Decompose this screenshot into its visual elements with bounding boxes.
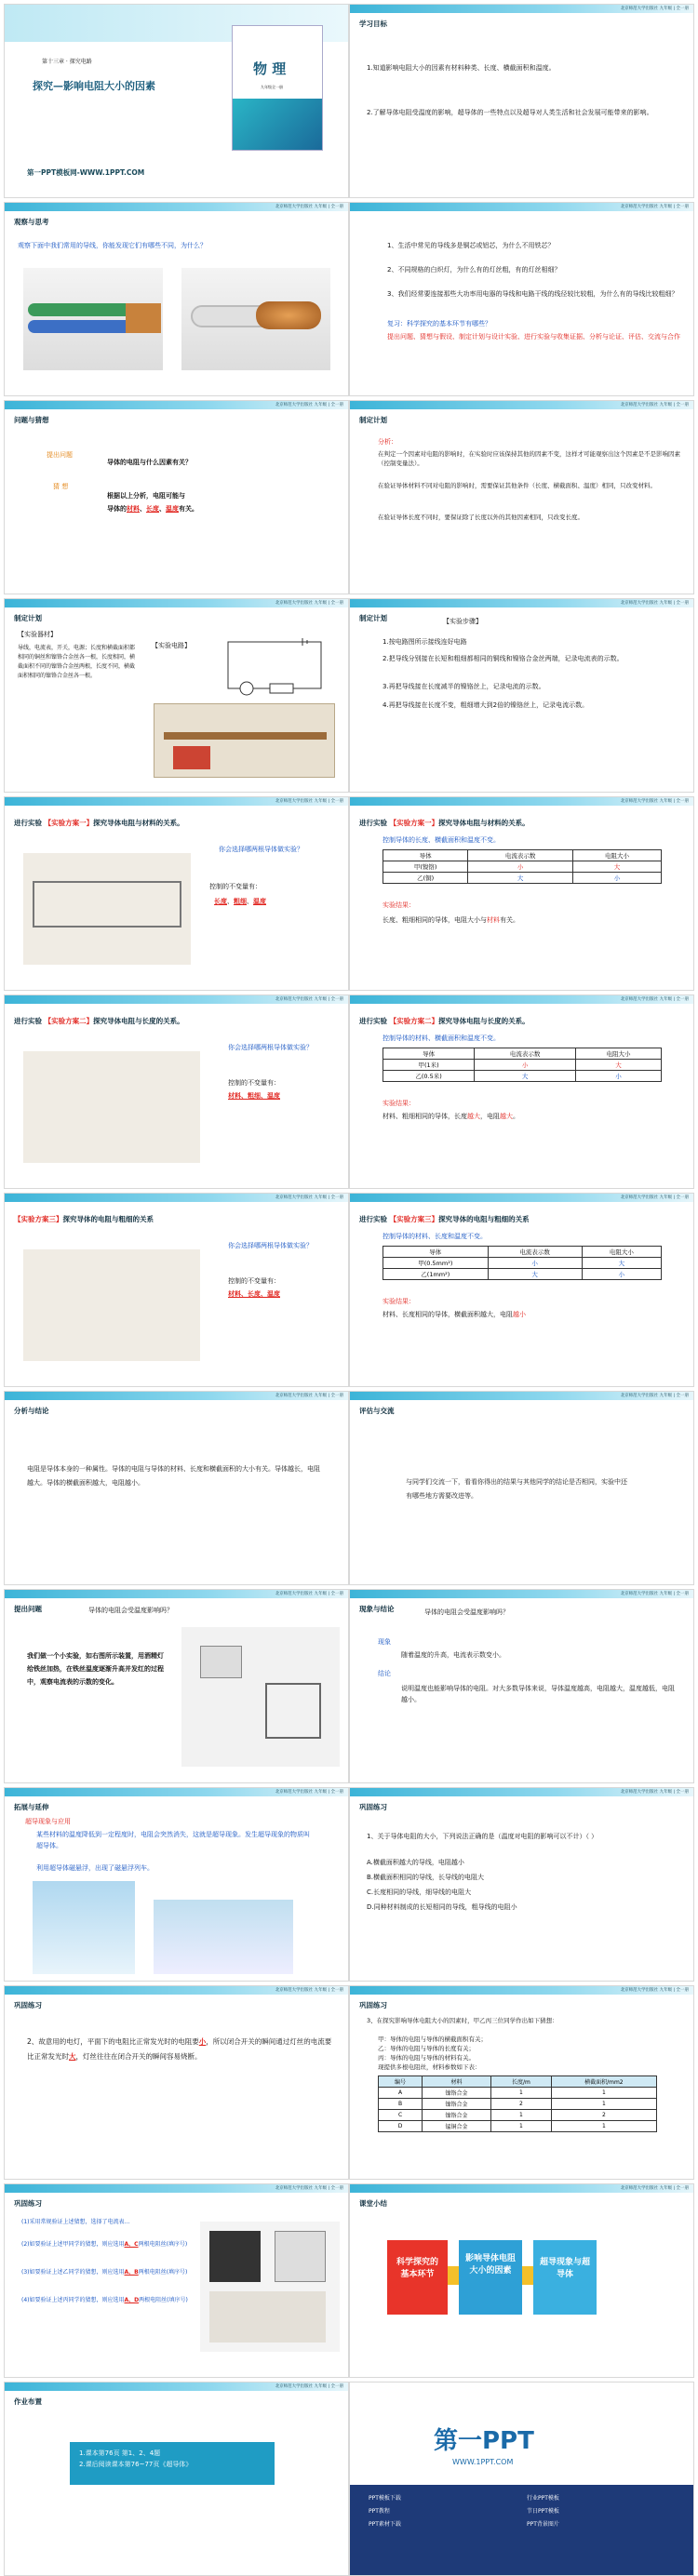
arrow-icon: [448, 2266, 459, 2285]
analysis-2: 在验证导体材料不同对电阻的影响时，需要保证其他条件（长度、横截面积、温度）相同，只改变材料。: [378, 482, 656, 489]
result-text: 长度、粗细相同的导体，电阻大小与材料有关。: [383, 916, 519, 924]
link-1[interactable]: PPT模板下载: [369, 2495, 401, 2502]
header-text: 北京师范大学出版社 九年级 | 全一册: [620, 1394, 689, 1398]
slide-cover: [4, 4, 349, 198]
header-text: 北京师范大学出版社 九年级 | 全一册: [620, 1195, 689, 1200]
slide-questions: [349, 202, 694, 396]
link-3[interactable]: PPT素材下载: [369, 2521, 401, 2528]
header-text: 北京师范大学出版社 九年级 | 全一册: [620, 1592, 689, 1596]
slide-title: 进行实验 【实验方案一】探究导体电阻与材料的关系。: [14, 819, 184, 827]
question-2: 2、不同规格的白炽灯，为什么有的灯丝粗，有的灯丝相细？: [387, 266, 561, 274]
maglev-text: 利用超导体磁悬浮，出现了磁悬浮列车。: [36, 1864, 154, 1872]
control-label: 控制的不变量有：: [209, 883, 262, 890]
slide-homework: [4, 2382, 349, 2576]
select-question: 你会选择哪两根导体做实验？: [228, 1242, 313, 1249]
heating-apparatus: [181, 1627, 340, 1767]
control-text: 控制导体的材料、长度和温度不变。: [383, 1233, 487, 1240]
slide-title: 分析与结论: [14, 1407, 49, 1415]
question-1: 1、生活中常见的导线多是铜芯或铝芯，为什么不用铁芯？: [387, 242, 555, 249]
equipment-label: 【实验器材】: [18, 631, 57, 638]
phenomenon-label: 现象: [378, 1638, 391, 1646]
objective-2: 2.了解导体电阻受温度的影响，超导体的一些特点以及超导对人类生活和社会发展可能带来的影响。: [367, 109, 653, 116]
header-text: 北京师范大学出版社 九年级 | 全一册: [275, 1592, 343, 1596]
homework-box: [70, 2442, 275, 2485]
slide-conclusion: [4, 1391, 349, 1585]
header-text: 北京师范大学出版社 九年级 | 全一册: [275, 2186, 343, 2191]
select-question: 你会选择哪两根导体做实验？: [219, 846, 303, 853]
header-text: 北京师范大学出版社 九年级 | 全一册: [620, 997, 689, 1002]
experiment-photo: [23, 1051, 200, 1163]
homework-1: 1.课本第76页 第1、2、4题: [79, 2449, 161, 2457]
circuit-diagram: [219, 633, 330, 698]
control-vars: 材料、长度、温度: [228, 1290, 280, 1298]
result-text: 材料、长度相同的导体，横截面积越大，电阻越小: [383, 1311, 526, 1318]
control-label: 控制的不变量有：: [228, 1079, 280, 1087]
circuit-photos: [200, 2222, 340, 2352]
header-text: 北京师范大学出版社 九年级 | 全一册: [275, 799, 343, 804]
slide-scheme2: [4, 994, 349, 1189]
maglev-photo: [154, 1900, 293, 1974]
result-table: 导体 电流表示数 电阻大小 甲(镍铬) 小 大 乙(铜) 大 小: [383, 849, 662, 884]
book-subtitle: 九年级全一册: [261, 85, 283, 89]
slide-temperature-question: [4, 1589, 349, 1783]
material-table: 编号 材料 长度/m 横截面积/mm2 A 镍铬合金 1 1 B 镍铬合金 2 1 C 镍铬合金 1 2 D 锰铜合金 1 1: [378, 2075, 657, 2132]
slide-exercise-2: [4, 1985, 349, 2180]
temp-question: 导体的电阻会受温度影响吗？: [424, 1608, 509, 1616]
conclusion-line-2: 导体的材料、长度、温度有关。: [107, 505, 198, 513]
brand-url: WWW.1PPT.COM: [452, 2458, 514, 2466]
option-b: B.横截面积相同的导线，长导线的电阻大: [367, 1874, 485, 1881]
brand-logo: 第一PPT: [434, 2427, 534, 2455]
steps-label: 【实验步骤】: [443, 618, 482, 625]
select-question: 你会选择哪两根导体做实验？: [228, 1044, 313, 1051]
control-label: 控制的不变量有：: [228, 1277, 280, 1285]
conclusion-label: 结论: [378, 1670, 391, 1677]
exercise-text: 2、故意用的电灯，平面下的电阻比正常发光时的电阻要小，所以闭合开关的瞬间通过灯丝的电流要比正常发光时大，灯丝往往在闭合开关的瞬间容易烧断。: [27, 2037, 332, 2061]
review-question: 复习：科学探究的基本环节有哪些？: [387, 320, 491, 327]
header-text: 北京师范大学出版社 九年级 | 全一册: [275, 1195, 343, 1200]
temp-question: 导体的电阻会受温度影响吗？: [88, 1607, 173, 1614]
slide-evaluation: [349, 1391, 694, 1585]
option-c: C.长度相同的导线，细导线的电阻大: [367, 1889, 472, 1896]
slide-title: 巩固练习: [359, 1803, 387, 1811]
answer-temperature: 温度: [166, 505, 179, 513]
answer-material: 材料: [127, 505, 140, 513]
header-text: 北京师范大学出版社 九年级 | 全一册: [275, 601, 343, 606]
slide-title: 课堂小结: [359, 2199, 387, 2208]
slide-exercise-4: [4, 2183, 349, 2378]
option-a: A.横截面积越大的导线，电阻越小: [367, 1859, 464, 1866]
link-4[interactable]: 行业PPT模板: [527, 2495, 559, 2502]
slide-objectives: [349, 4, 694, 198]
label-question: 提出问题: [47, 451, 73, 459]
cover-footer: 第一PPT模板网-WWW.1PPT.COM: [27, 168, 145, 177]
apparatus-photo: [154, 703, 335, 778]
link-5[interactable]: 节日PPT模板: [527, 2508, 559, 2515]
slide-exercise-3: [349, 1985, 694, 2180]
wire-photo-1: [23, 268, 163, 370]
slide-scheme1-result: [349, 796, 694, 991]
guess-4: 现提供多根电阻丝，材料参数如下表：: [378, 2063, 481, 2071]
slide-title: 制定计划: [359, 614, 387, 622]
slide-scheme3-result: [349, 1193, 694, 1387]
conclusion-text: 说明温度也能影响导体的电阻。对大多数导体来说，导体温度越高，电阻越大，温度越低，电阻越小。: [401, 1685, 675, 1703]
answer-length: 长度: [146, 505, 159, 513]
header-text: 北京师范大学出版社 九年级 | 全一册: [275, 205, 343, 209]
result-label: 实验结果：: [383, 1100, 415, 1107]
slide-title: 进行实验 【实验方案二】探究导体电阻与长度的关系。: [359, 1017, 530, 1025]
slide-title: 巩固练习: [14, 2199, 42, 2208]
objective-1: 1.知道影响电阻大小的因素有材料种类、长度、横截面积和温度。: [367, 64, 556, 72]
slide-brand: [349, 2382, 694, 2576]
slide-title: 【实验方案三】探究导体的电阻与粗细的关系: [14, 1215, 154, 1223]
header-text: 北京师范大学出版社 九年级 | 全一册: [620, 1988, 689, 1993]
control-vars: 长度、粗细、温度: [214, 898, 266, 905]
book-title: 物 理: [253, 60, 287, 77]
step-2: 2.把导线分别接在长短和粗细都相同的铜线和镍铬合金丝两端，记录电流表的示数。: [383, 655, 624, 662]
hypothesis-question: 导体的电阻与什么因素有关？: [107, 459, 192, 466]
question-3: 3、我们经常要连接那些大功率用电器的导线和电路干线的线径较比较粗，为什么有的导线比较粗细？: [387, 290, 678, 298]
analysis-label: 分析：: [378, 438, 397, 446]
conclusion-line-1: 根据以上分析，电阻可能与: [107, 492, 185, 500]
result-table: 导体 电流表示数 电阻大小 甲(1米) 小 大 乙(0.5米) 大 小: [383, 1048, 662, 1082]
wire-photo-2: [181, 268, 330, 370]
header-text: 北京师范大学出版社 九年级 | 全一册: [275, 2384, 343, 2389]
header-text: 北京师范大学出版社 九年级 | 全一册: [620, 1790, 689, 1795]
result-label: 实验结果：: [383, 1298, 415, 1305]
summary-node-2: 影响导体电阻大小的因素: [459, 2240, 522, 2315]
slide-title: 拓展与延伸: [14, 1803, 49, 1811]
slide-title: 评估与交流: [359, 1407, 395, 1415]
book-cover: [232, 25, 323, 151]
slide-observe: [4, 202, 349, 396]
control-text: 控制导体的长度、横截面积和温度不变。: [383, 836, 500, 844]
exercise-question: 3、在探究影响导体电阻大小的因素时，甲乙丙三位同学作出如下猜想：: [367, 2017, 558, 2024]
header-text: 北京师范大学出版社 九年级 | 全一册: [620, 2186, 689, 2191]
step-3: 3.再把导线接在长度减半的镍铬丝上，记录电流的示数。: [383, 683, 545, 690]
summary-node-3: 超导现象与超导体: [533, 2240, 597, 2315]
header-text: 北京师范大学出版社 九年级 | 全一册: [275, 1790, 343, 1795]
link-2[interactable]: PPT教程: [369, 2508, 390, 2515]
header-text: 北京师范大学出版社 九年级 | 全一册: [620, 601, 689, 606]
header-text: 北京师范大学出版社 九年级 | 全一册: [620, 403, 689, 407]
option-d: D.同种材料制成的长短相同的导线，粗导线的电阻小: [367, 1903, 517, 1911]
result-label: 实验结果：: [383, 901, 415, 909]
slide-hypothesis: [4, 400, 349, 594]
slide-scheme3: [4, 1193, 349, 1387]
slide-plan-steps: [349, 598, 694, 793]
slide-title: 观察与思考: [14, 218, 49, 226]
item-2: (2)如要验证上述甲同学的猜想，则应选用A、C两根电阻丝(填序号): [21, 2241, 188, 2248]
circuit-icon: [219, 633, 330, 698]
slide-title: 制定计划: [359, 416, 387, 424]
brand-footer: [350, 2485, 693, 2576]
question: 观察下面中我们常用的导线，你能发现它们有哪些不同，为什么？: [18, 242, 207, 249]
item-3: (3)如要验证上述乙同学的猜想，则应选用A、B两根电阻丝(填序号): [21, 2269, 188, 2276]
summary-node-1: 科学探究的基本环节: [387, 2240, 448, 2315]
chapter: 第十三章 · 探究电路: [42, 59, 92, 65]
header-text: 北京师范大学出版社 九年级 | 全一册: [620, 799, 689, 804]
link-6[interactable]: PPT背景图片: [527, 2521, 559, 2528]
header-text: 北京师范大学出版社 九年级 | 全一册: [275, 1988, 343, 1993]
slide-summary: [349, 2183, 694, 2378]
experiment-text: 我们做一个小实验，如右图所示装置，用酒精灯给铁丝加热，在铁丝温度逐渐升高并发红的过程中，观察电流表的示数的变化。: [27, 1652, 164, 1686]
slide-exercise-1: [349, 1787, 694, 1982]
control-text: 控制导体的材料、横截面积和温度不变。: [383, 1034, 500, 1042]
header-text: 北京师范大学出版社 九年级 | 全一册: [620, 205, 689, 209]
arrow-icon: [522, 2266, 533, 2285]
slide-title: 现象与结论: [359, 1605, 395, 1613]
superconductor-text: 某些材料的温度降低到一定程度时，电阻会突然消失，这就是超导现象。发生超导现象的物质叫超导体。: [36, 1831, 310, 1849]
slide-title: 制定计划: [14, 614, 42, 622]
superconductor-heading: 超导现象与应用: [25, 1818, 71, 1825]
slide-plan-analysis: [349, 400, 694, 594]
magnet-photo: [33, 1881, 135, 1974]
experiment-photo: [23, 1249, 200, 1361]
step-1: 1.按电路图所示接线连好电路: [383, 638, 467, 646]
header-text: 北京师范大学出版社 九年级 | 全一册: [275, 1394, 343, 1398]
slide-scheme1: [4, 796, 349, 991]
slide-title: 提出问题: [14, 1605, 42, 1613]
slide-plan-equipment: [4, 598, 349, 793]
exercise-question: 1、关于导体电阻的大小，下列说法正确的是（温度对电阻的影响可以不计）（ ）: [367, 1833, 598, 1840]
header-text: 北京师范大学出版社 九年级 | 全一册: [275, 403, 343, 407]
slide-title: 巩固练习: [359, 2001, 387, 2009]
item-1: (1)采用常规验证上述猜想，选择了电流表...: [21, 2219, 130, 2225]
slide-title: 进行实验 【实验方案二】探究导体电阻与长度的关系。: [14, 1017, 184, 1025]
guess-1: 甲：导体的电阻与导体的横截面积有关；: [378, 2035, 487, 2043]
guess-3: 丙：导体的电阻与导体的材料有关。: [378, 2054, 475, 2062]
slide-title: 进行实验 【实验方案一】探究导体电阻与材料的关系。: [359, 819, 530, 827]
cover-title: 探究—影响电阻大小的因素: [33, 80, 155, 92]
conclusion-text: 电阻是导体本身的一种属性。导体的电阻与导体的材料、长度和横截面积的大小有关。导体越长，电阻越大。导体的横截面积越大，电阻越小。: [27, 1465, 320, 1487]
slide-title: 进行实验 【实验方案三】探究导体的电阻与粗细的关系: [359, 1215, 530, 1223]
analysis-1: 在判定一个因素对电阻的影响时，在实验时应该保持其他的因素不变，这样才可能观察出这个因素是不是影响因素（控制变量法）。: [378, 450, 680, 467]
label-guess: 猜 想: [53, 483, 69, 490]
slide-title: 学习目标: [359, 20, 387, 28]
equipment-list: 导线，电流表，开关，电源；长度和横截面积都相同的铜丝和镍铬合金丝各一根，长度相同，横截面积不同的镍铬合金丝两根，长度不同，横截面积相同的镍铬合金丝各一根。: [18, 645, 136, 679]
phenomenon-text: 随着温度的升高，电流表示数变小。: [401, 1651, 505, 1659]
experiment-photo: [23, 853, 191, 965]
evaluation-text: 与同学们交流一下，看看你得出的结果与其他同学的结论是否相同，实验中还有哪些地方需要改进等。: [406, 1478, 627, 1500]
slide-scheme2-result: [349, 994, 694, 1189]
step-4: 4.再把导线接在长度不变，粗细增大到2倍的镍铬丝上，记录电流示数。: [383, 701, 589, 709]
analysis-3: 在验证导体长度不同时，要保证除了长度以外的其他因素相同，只改变长度。: [378, 514, 584, 521]
slide-superconductor: [4, 1787, 349, 1982]
slide-title: 巩固练习: [14, 2001, 42, 2009]
header-text: 北京师范大学出版社 九年级 | 全一册: [620, 7, 689, 11]
item-4: (4)如要验证上述丙同学的猜想，则应选用A、D两根电阻丝(填序号): [21, 2297, 188, 2303]
header-text: 北京师范大学出版社 九年级 | 全一册: [275, 997, 343, 1002]
result-text: 材料、粗细相同的导体，长度越大，电阻越大。: [383, 1113, 519, 1120]
homework-2: 2.课后阅读课本第76~77页《超导体》: [79, 2461, 193, 2468]
slide-title: 作业布置: [14, 2397, 42, 2406]
slide-temperature-result: [349, 1589, 694, 1783]
circuit-label: 【实验电路】: [152, 642, 191, 649]
control-vars: 材料、粗细、温度: [228, 1092, 280, 1100]
review-answer: 提出问题、猜想与假设、制定计划与设计实验、进行实验与收集证据、分析与论证、评估、交流与合作: [387, 333, 680, 340]
guess-2: 乙：导体的电阻与导体的长度有关；: [378, 2045, 475, 2052]
slide-title: 问题与猜想: [14, 416, 49, 424]
result-table: 导体 电流表示数 电阻大小 甲(0.5mm²) 小 大 乙(1mm²) 大 小: [383, 1246, 662, 1280]
